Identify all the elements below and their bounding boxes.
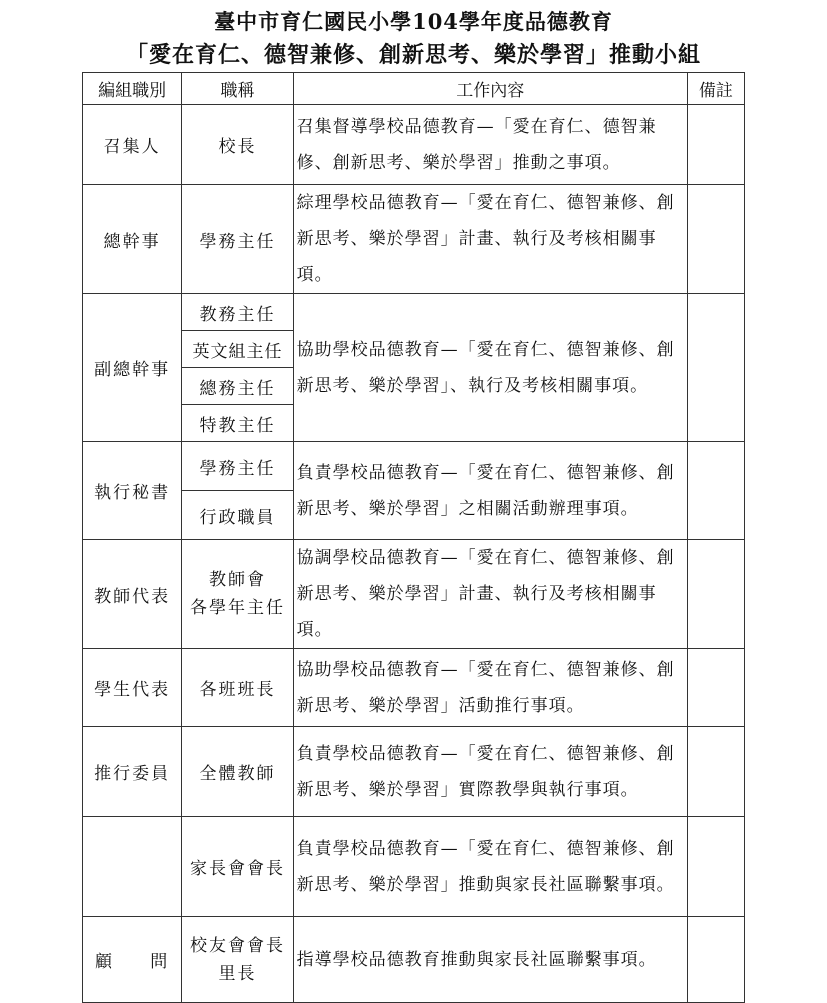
- note-cell: [687, 185, 744, 294]
- document-title-line2: 「愛在育仁、德智兼修、創新思考、樂於學習」推動小組: [125, 42, 701, 68]
- note-cell: [687, 727, 744, 817]
- duty-cell: 協調學校品德教育—「愛在育仁、德智兼修、創新思考、樂於學習」計畫、執行及考核相關事項。: [293, 540, 687, 649]
- header-duty: 工作內容: [293, 73, 687, 105]
- title-line: 里長: [218, 963, 257, 984]
- task-force-table: [82, 72, 745, 1003]
- duty-cell: 負責學校品德教育—「愛在育仁、德智兼修、創新思考、樂於學習」推動與家長社區聯繫事項。: [293, 817, 687, 917]
- duty-cell: 負責學校品德教育—「愛在育仁、德智兼修、創新思考、樂於學習」之相關活動辦理事項。: [293, 442, 687, 540]
- group-char: 問: [150, 952, 168, 972]
- title-line: 各學年主任: [189, 598, 285, 618]
- title-cell: 校長: [182, 105, 293, 185]
- title-cell: 家長會會長: [182, 817, 293, 917]
- header-title: 職稱: [182, 73, 293, 105]
- table-row: [83, 917, 745, 1003]
- duty-cell: 召集督導學校品德教育—「愛在育仁、德智兼修、創新思考、樂於學習」推動之事項。: [293, 105, 687, 185]
- title-cell: 各班班長: [182, 649, 293, 727]
- note-cell: [687, 917, 744, 1003]
- title-cell: 全體教師: [182, 727, 293, 817]
- group-char: 顧: [95, 952, 112, 972]
- title-cell: 特教主任: [182, 405, 293, 442]
- title-cell: 行政職員: [182, 491, 293, 540]
- group-cell: 副總幹事: [83, 294, 182, 442]
- note-cell: [687, 540, 744, 649]
- group-cell: [83, 817, 182, 917]
- group-cell: 推行委員: [83, 727, 182, 817]
- title-cell: 英文組主任: [182, 331, 293, 368]
- title-line: 教師會: [208, 570, 266, 590]
- title-cell: 總務主任: [182, 368, 293, 405]
- title-cell: 學務主任: [182, 442, 293, 491]
- title-line: 校友會會長: [189, 935, 285, 956]
- duty-cell: 負責學校品德教育—「愛在育仁、德智兼修、創新思考、樂於學習」實際教學與執行事項。: [293, 727, 687, 817]
- group-cell: 執行秘書: [83, 442, 182, 540]
- header-group: 編組職別: [83, 73, 182, 105]
- table-row: [83, 727, 745, 817]
- note-cell: [687, 442, 744, 540]
- table-row: [83, 294, 745, 331]
- group-cell: 總幹事: [83, 185, 182, 294]
- duty-cell: 指導學校品德教育推動與家長社區聯繫事項。: [293, 917, 687, 1003]
- note-cell: [687, 294, 744, 442]
- note-cell: [687, 649, 744, 727]
- table-row: [83, 105, 745, 185]
- title-cell: [182, 917, 293, 1003]
- duty-cell: 綜理學校品德教育—「愛在育仁、德智兼修、創新思考、樂於學習」計畫、執行及考核相關事項。: [293, 185, 687, 294]
- title-cell: 學務主任: [182, 185, 293, 294]
- note-cell: [687, 105, 744, 185]
- table-row: [83, 817, 745, 917]
- table-header-row: [83, 73, 745, 105]
- group-cell: 召集人: [83, 105, 182, 185]
- group-cell: 教師代表: [83, 540, 182, 649]
- group-cell: 學生代表: [83, 649, 182, 727]
- note-cell: [687, 817, 744, 917]
- duty-cell: 協助學校品德教育—「愛在育仁、德智兼修、創新思考、樂於學習」、執行及考核相關事項。: [293, 294, 687, 442]
- group-cell: [83, 917, 182, 1003]
- duty-cell: 協助學校品德教育—「愛在育仁、德智兼修、創新思考、樂於學習」活動推行事項。: [293, 649, 687, 727]
- document-title-line1: 臺中市育仁國民小學104學年度品德教育: [214, 9, 613, 34]
- table-row: [83, 540, 745, 649]
- title-cell: 教務主任: [182, 294, 293, 331]
- title-cell: [182, 540, 293, 649]
- header-note: 備註: [687, 73, 744, 105]
- table-row: [83, 649, 745, 727]
- table-row: [83, 185, 745, 294]
- table-row: [83, 442, 745, 491]
